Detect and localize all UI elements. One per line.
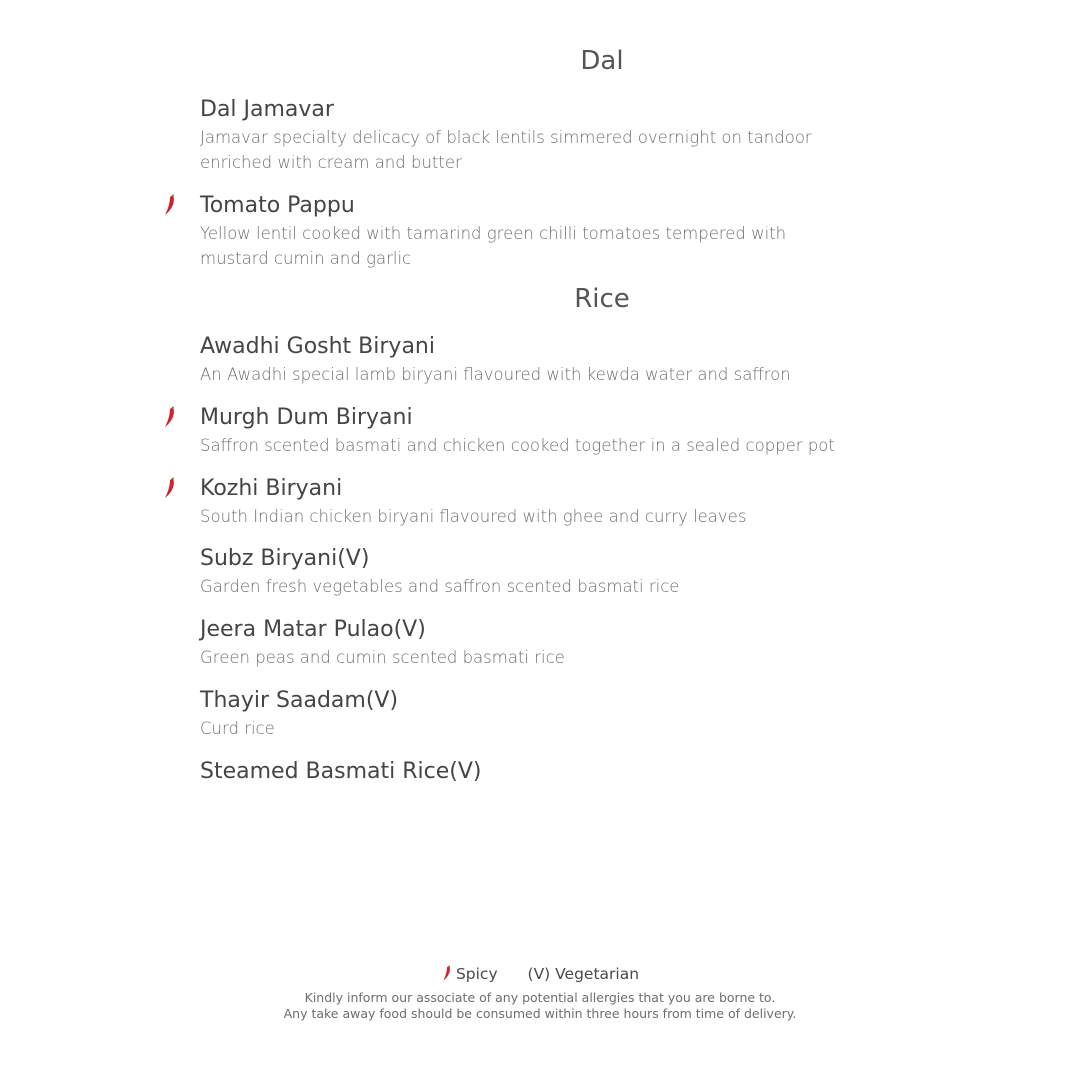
dish-name: Kozhi Biryani bbox=[200, 476, 343, 501]
section-title-rice: Rice bbox=[574, 284, 630, 314]
dish-name: Awadhi Gosht Biryani bbox=[200, 334, 435, 359]
legend-spicy-label: Spicy bbox=[455, 964, 498, 983]
legend bbox=[0, 964, 1080, 983]
dish-description: South Indian chicken biryani flavoured with ghee and curry leaves bbox=[200, 507, 747, 526]
dish-jeera-matar-pulao bbox=[200, 616, 840, 670]
dish-dal-jamavar bbox=[200, 96, 840, 175]
dish-description: Saffron scented basmati and chicken cooked together in a sealed copper pot bbox=[200, 436, 835, 455]
chili-pepper-icon bbox=[441, 965, 453, 983]
dish-subz-biryani bbox=[200, 545, 840, 599]
dish-awadhi-gosht-biryani bbox=[200, 333, 840, 387]
dish-name: Subz Biryani(V) bbox=[200, 546, 370, 571]
dish-steamed-basmati-rice bbox=[200, 758, 840, 786]
dish-name: Steamed Basmati Rice(V) bbox=[200, 759, 482, 784]
dish-thayir-saadam bbox=[200, 687, 840, 741]
dish-murgh-dum-biryani bbox=[200, 404, 840, 458]
dish-tomato-pappu bbox=[200, 192, 840, 271]
dish-name: Dal Jamavar bbox=[200, 97, 334, 122]
section-title-dal: Dal bbox=[580, 46, 624, 76]
dish-description: Green peas and cumin scented basmati rice bbox=[200, 648, 565, 667]
dish-description: Jamavar specialty delicacy of black lentils simmered overnight on tandoor enriched with cream and butter bbox=[200, 128, 812, 172]
chili-pepper-icon bbox=[162, 406, 178, 430]
allergy-note: Kindly inform our associate of any potential allergies that you are borne to. bbox=[304, 990, 776, 1005]
dish-description: An Awadhi special lamb biryani flavoured with kewda water and saffron bbox=[200, 365, 791, 384]
takeaway-note: Any take away food should be consumed within three hours from time of delivery. bbox=[283, 1006, 797, 1021]
legend-spicy bbox=[441, 965, 498, 983]
dish-description: Yellow lentil cooked with tamarind green chilli tomatoes tempered with mustard cumin and garlic bbox=[200, 224, 787, 268]
dish-name: Murgh Dum Biryani bbox=[200, 405, 413, 430]
legend-vegetarian-label: (V) Vegetarian bbox=[527, 964, 640, 983]
dish-kozhi-biryani bbox=[200, 475, 840, 529]
dish-name: Jeera Matar Pulao(V) bbox=[200, 617, 426, 642]
dish-description: Curd rice bbox=[200, 719, 275, 738]
chili-pepper-icon bbox=[162, 194, 178, 218]
dish-name: Thayir Saadam(V) bbox=[200, 688, 399, 713]
dish-description: Garden fresh vegetables and saffron scented basmati rice bbox=[200, 577, 680, 596]
dish-name: Tomato Pappu bbox=[200, 193, 355, 218]
chili-pepper-icon bbox=[162, 477, 178, 501]
